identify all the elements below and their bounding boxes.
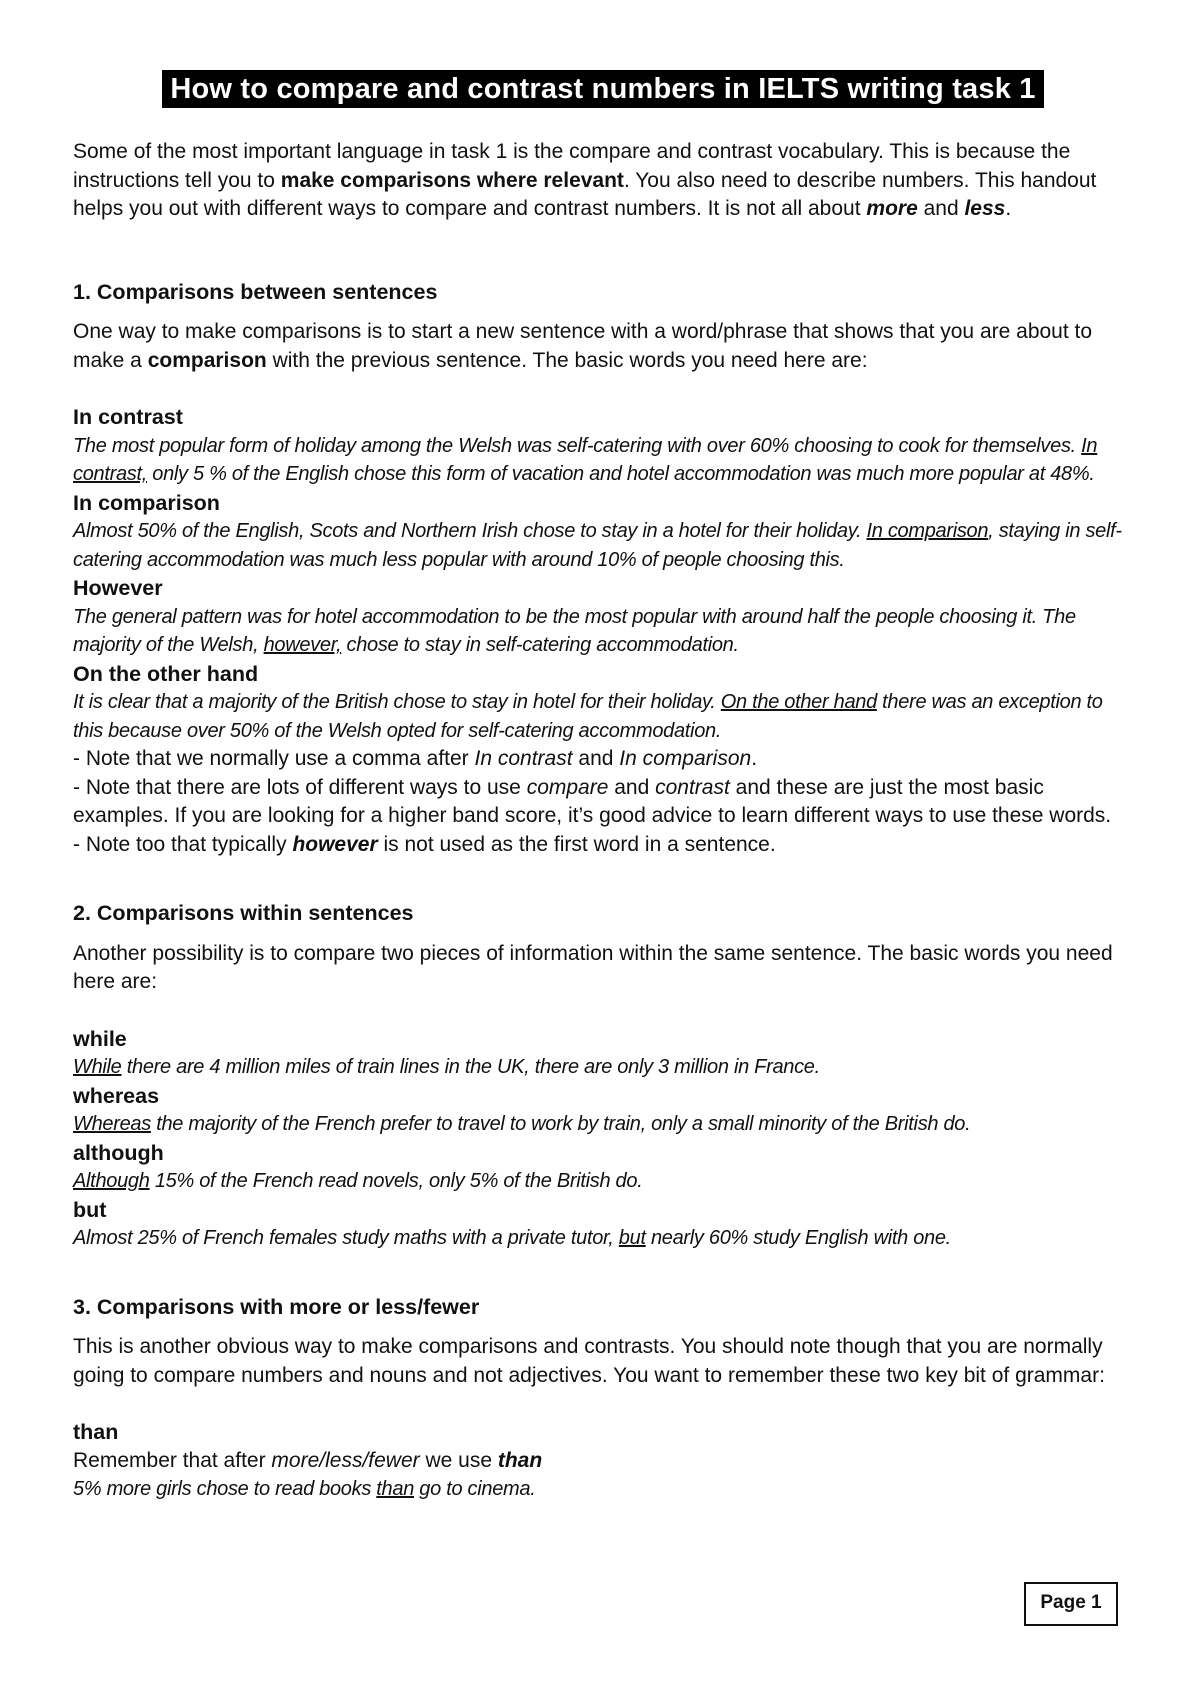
note-text: is not used as the first word in a sentence. (377, 832, 776, 856)
example-although (73, 1167, 1133, 1196)
example-text: go to cinema. (414, 1478, 536, 1500)
example-text: Almost 50% of the English, Scots and Northern Irish chose to stay in a hotel for their holiday. (73, 520, 867, 542)
note-comma (73, 745, 1133, 774)
intro-text: and (917, 197, 965, 220)
term-than: than (73, 1420, 119, 1444)
term-however: However (73, 576, 163, 600)
example-however (73, 603, 1133, 660)
example-text: The most popular form of holiday among the Welsh was self-catering with over 60% choosing to cook for themselves. (73, 434, 1082, 457)
note-italic: contrast (655, 775, 730, 799)
section-1-heading: 1. Comparisons between sentences (73, 279, 438, 304)
term-although: although (73, 1140, 164, 1165)
note-text: - Note too that typically (73, 832, 293, 856)
example-text: nearly 60% study English with one. (645, 1227, 951, 1249)
example-keyword: On the other hand (720, 691, 877, 713)
example-text: The general pattern was for hotel accommodation to be the most popular with around half the people choosing it. The majority of the Welsh, (73, 605, 1076, 656)
example-text: chose to stay in self-catering accommodation. (341, 634, 739, 656)
example-whereas (73, 1110, 1133, 1139)
example-keyword: Whereas (73, 1113, 151, 1135)
term-but: but (73, 1197, 107, 1222)
rule-italic: more/less/fewer (271, 1448, 420, 1472)
page-title: How to compare and contrast numbers in IELTS writing task 1 (162, 70, 1043, 108)
note-text: and (608, 775, 656, 799)
than-rule (73, 1447, 1133, 1476)
note-italic: In contrast (474, 747, 573, 770)
example-text: the majority of the French prefer to travel to work by train, only a small minority of the British do. (150, 1113, 971, 1135)
example-keyword: than (376, 1478, 415, 1500)
example-keyword: however, (263, 634, 342, 656)
example-text: , staying in self-catering accommodation was much less popular with around 10% of people choosing this. (73, 520, 1122, 571)
rule-text: Remember that after (73, 1448, 272, 1472)
example-while (73, 1053, 1133, 1082)
intro-bold: make comparisons where relevant (280, 168, 624, 192)
example-text: there was an exception to this because over 50% of the Welsh opted for self-catering accommodation. (73, 691, 1103, 742)
title-wrap (73, 70, 1133, 108)
note-text: and (572, 747, 620, 770)
section-gap (73, 1253, 1133, 1293)
note-italic: compare (526, 775, 609, 799)
note-bold-italic: however (292, 832, 378, 856)
example-keyword: In contrast, (73, 434, 1098, 485)
example-text: 5% more girls chose to read books (73, 1478, 377, 1500)
term-whereas: whereas (73, 1083, 160, 1108)
note-ways (73, 774, 1133, 831)
intro-bold-italic: more (866, 197, 918, 220)
rule-bold-italic: than (497, 1448, 543, 1472)
example-text: Almost 25% of French females study maths with a private tutor, (73, 1227, 619, 1249)
example-than (73, 1475, 1133, 1504)
note-however (73, 831, 1133, 860)
intro-paragraph (73, 138, 1133, 224)
rule-text: we use (419, 1448, 498, 1472)
section-1-intro-text: with the previous sentence. The basic words you need here are: (266, 348, 868, 372)
example-keyword: but (618, 1227, 646, 1249)
example-text: only 5 % of the English chose this form of vacation and hotel accommodation was much more popular at 48%. (147, 463, 1095, 485)
example-but (73, 1224, 1133, 1253)
section-gap (73, 859, 1133, 899)
section-1-intro-bold: comparison (147, 348, 267, 372)
example-keyword: Although (73, 1170, 150, 1192)
example-keyword: While (73, 1056, 122, 1078)
intro-text: Some of the most important language in task 1 is the compare and contrast vocabulary. This is because the instructions tell you to (73, 140, 1071, 192)
intro-bold-italic: less (964, 197, 1006, 220)
note-text: and these are just the most basic examples. If you are looking for a higher band score, it’s good advice to learn different ways to use these words. (73, 775, 1112, 827)
intro-text: . (1005, 197, 1012, 220)
section-1-intro (73, 318, 1133, 375)
section-3-heading: 3. Comparisons with more or less/fewer (73, 1294, 480, 1319)
term-while: while (73, 1026, 127, 1051)
page-number-box: Page 1 (1024, 1582, 1118, 1626)
document-page (73, 70, 1133, 1504)
example-text: there are 4 million miles of train lines in the UK, there are only 3 million in France. (121, 1056, 820, 1078)
note-text: - Note that there are lots of different ways to use (73, 775, 527, 799)
note-text: . (751, 747, 758, 770)
section-2-heading: 2. Comparisons within sentences (73, 901, 414, 925)
term-in-contrast: In contrast (73, 405, 183, 429)
section-2-intro: Another possibility is to compare two pieces of information within the same sentence. The basic words you need here are: (73, 941, 1113, 993)
example-on-the-other-hand (73, 688, 1133, 745)
example-in-contrast (73, 432, 1133, 489)
note-italic: In comparison (619, 747, 752, 770)
example-text: It is clear that a majority of the British chose to stay in hotel for their holiday. (73, 691, 721, 713)
section-3-intro: This is another obvious way to make comparisons and contrasts. You should note though that you are normally going to compare numbers and nouns and not adjectives. You want to remember these two key bit of grammar: (73, 1335, 1105, 1387)
intro-text: . You also need to describe numbers. This handout helps you out with different ways to compare and contrast numbers. It is not all about (73, 168, 1097, 220)
note-text: - Note that we normally use a comma after (73, 747, 475, 770)
term-on-the-other-hand: On the other hand (73, 661, 259, 686)
example-in-comparison (73, 517, 1133, 574)
example-text: 15% of the French read novels, only 5% of the British do. (149, 1170, 643, 1192)
term-in-comparison: In comparison (73, 490, 220, 515)
example-keyword: In comparison (866, 520, 989, 542)
section-1-intro-text: One way to make comparisons is to start a new sentence with a word/phrase that shows that you are about to make a (73, 320, 1093, 372)
